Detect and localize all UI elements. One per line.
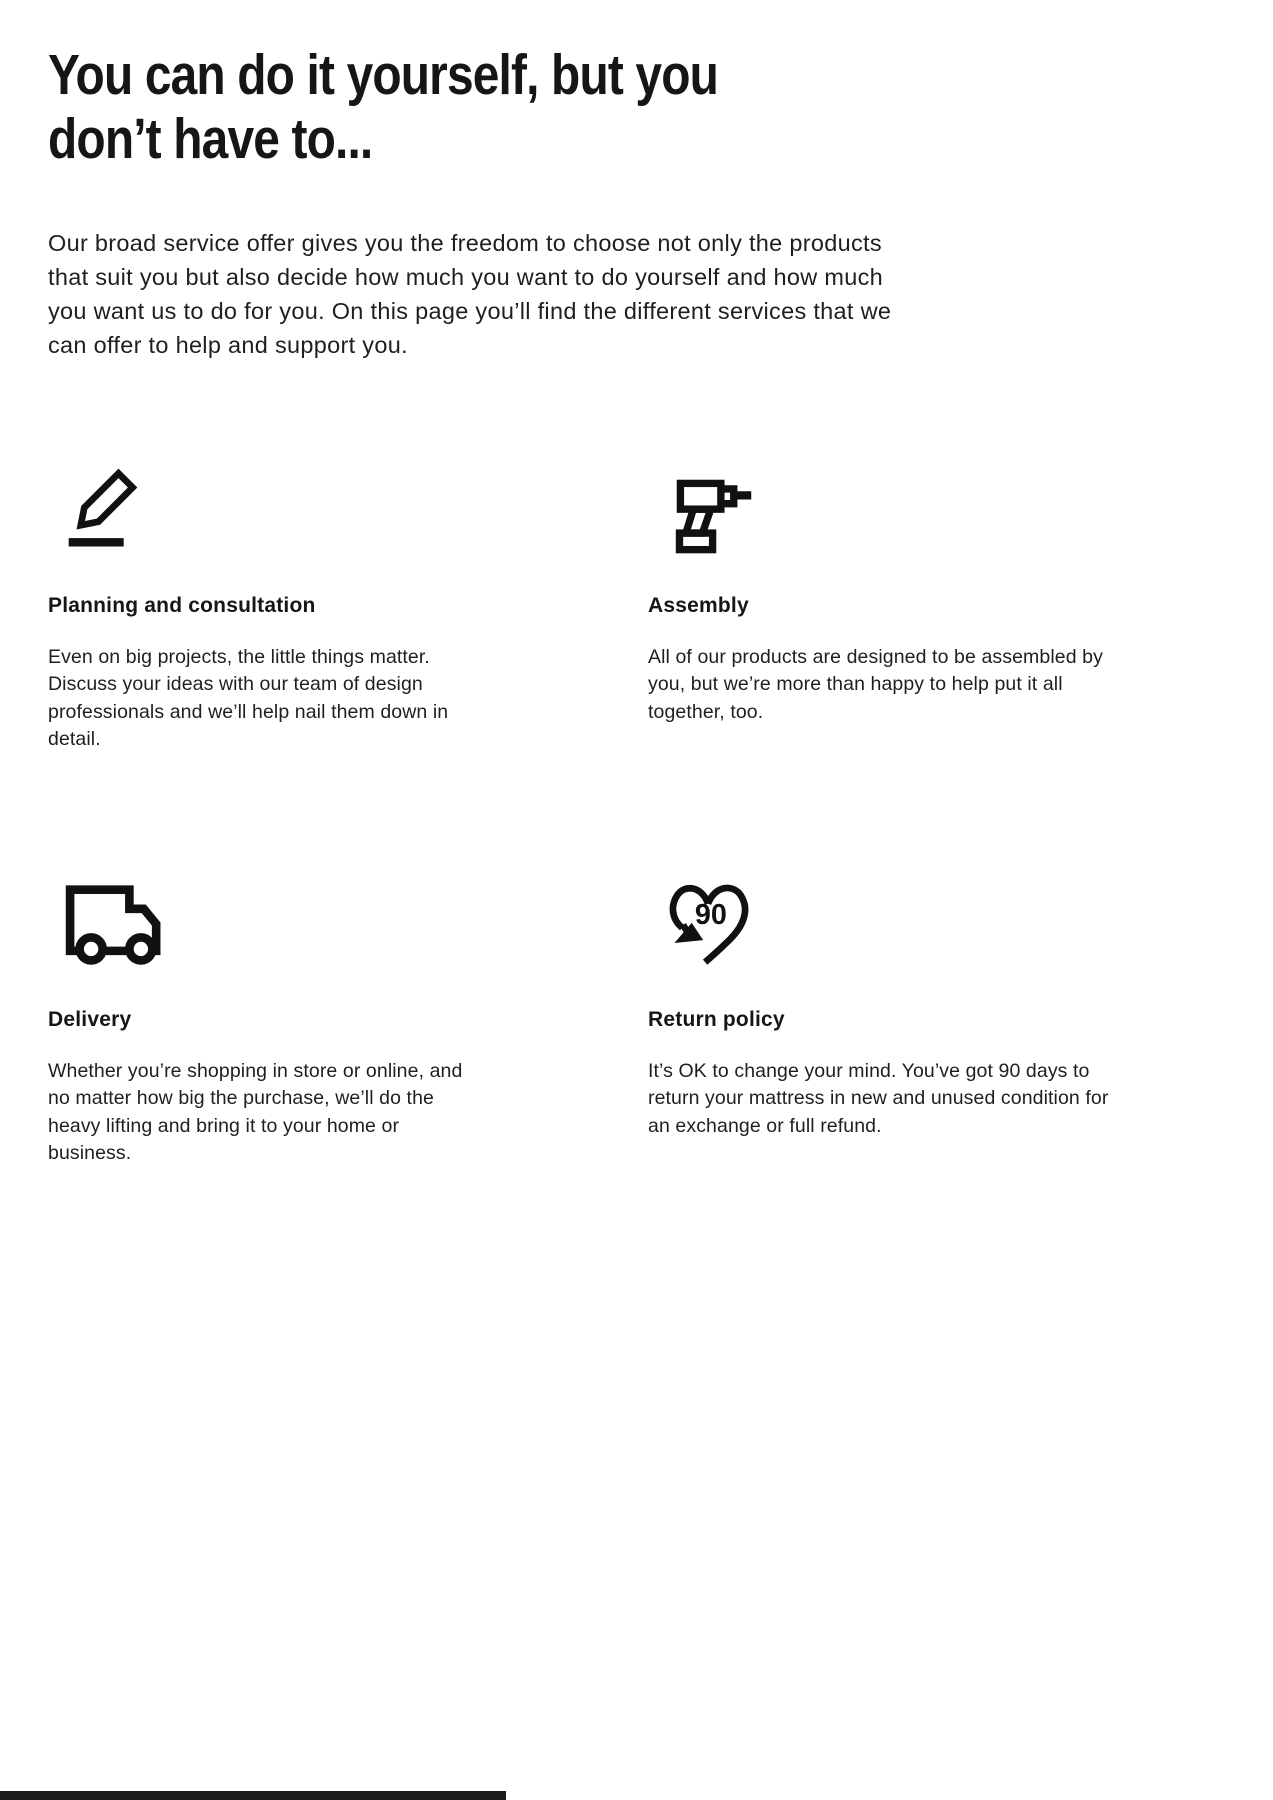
truck-icon [62, 882, 170, 970]
service-description: It’s OK to change your mind. You’ve got 90 days to return your mattress in new and unused condition for an exchange or full refund. [648, 1059, 1109, 1137]
service-title: Delivery [48, 1007, 132, 1031]
services-grid [48, 458, 1213, 1168]
service-card-return-policy [648, 872, 1213, 1168]
service-title: Return policy [648, 1007, 785, 1031]
service-card-delivery [48, 872, 648, 1168]
service-description: Even on big projects, the little things matter. Discuss your ideas with our team of design professionals and we’ll help nail them down in detail. [48, 645, 449, 751]
service-title: Planning and consultation [48, 593, 316, 617]
service-card-planning [48, 458, 648, 754]
service-card-assembly [648, 458, 1213, 754]
page-title-line2: don’t have to... [48, 106, 373, 171]
service-title: Assembly [648, 593, 749, 617]
intro-paragraph: Our broad service offer gives you the freedom to choose not only the products that suit you but also decide how much you want to do yourself and how much you want us to do for you. On this page you’ll find the different services that we can offer to help and support you. [48, 229, 892, 358]
heart-return-icon [662, 872, 754, 970]
pencil-icon [62, 462, 142, 556]
page-title [48, 44, 1027, 172]
return-days-badge: 90 [694, 898, 727, 931]
page-bottom-bar [0, 1791, 506, 1800]
drill-icon [662, 466, 754, 556]
service-description: Whether you’re shopping in store or online, and no matter how big the purchase, we’ll do the heavy lifting and bring it to your home or business. [48, 1059, 463, 1165]
page-title-line1: You can do it yourself, but you [48, 43, 719, 107]
service-description: All of our products are designed to be assembled by you, but we’re more than happy to help put it all together, too. [648, 645, 1103, 723]
